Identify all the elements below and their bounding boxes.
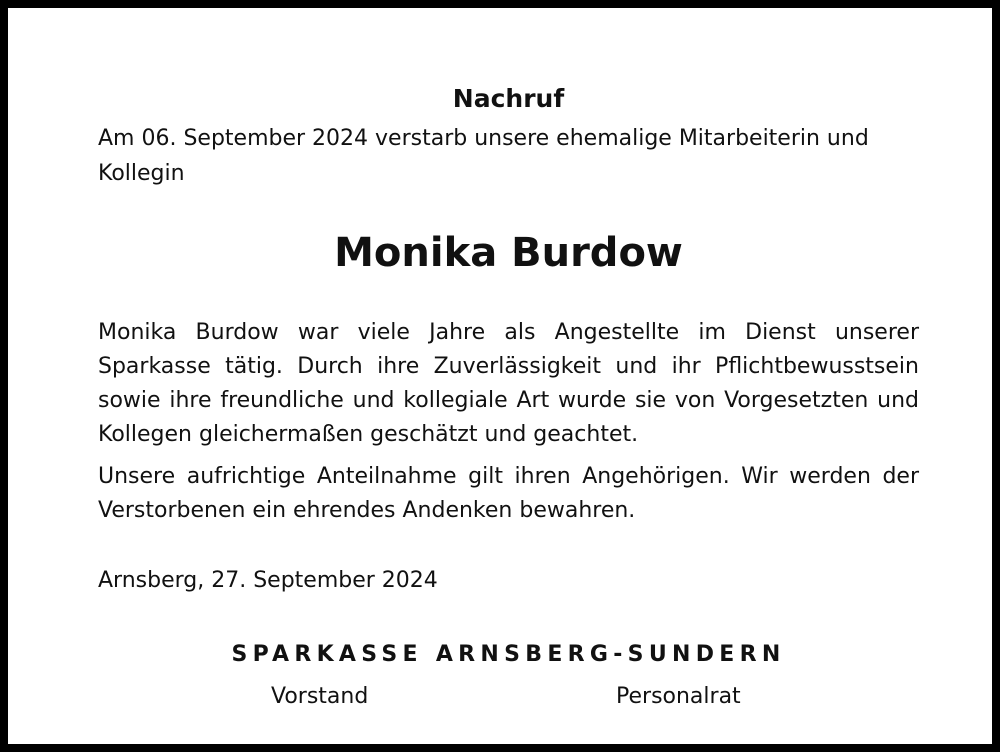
signatories-row (98, 680, 919, 720)
deceased-name: Monika Burdow (334, 230, 683, 276)
notice-intro-text: Am 06. September 2024 verstarb unsere ehemalige Mitarbeiterin und Kollegin (98, 126, 869, 186)
notice-paragraph-condolence: Unsere aufrichtige Anteilnahme gilt ihren Angehörigen. Wir werden der Verstorbenen ein ehrendes Andenken bewahren. (98, 464, 919, 523)
notice-heading: Nachruf (452, 84, 565, 113)
place-date-line: Arnsberg, 27. September 2024 (98, 568, 438, 593)
organization-name: SPARKASSE ARNSBERG-SUNDERN (231, 642, 786, 667)
notice-paragraph-tribute: Monika Burdow war viele Jahre als Angestellte im Dienst unserer Sparkasse tätig. Durch ihre Zuverlässigkeit und ihr Pflichtbewusstsein sowie ihre freundliche und kollegiale Art wurde sie von Vorgesetzten und Kollegen gleichermaßen geschätzt und geachtet. (98, 320, 919, 447)
signatory-board: Vorstand (271, 684, 369, 709)
signatory-staff-council: Personalrat (616, 684, 741, 709)
obituary-content (98, 82, 919, 720)
